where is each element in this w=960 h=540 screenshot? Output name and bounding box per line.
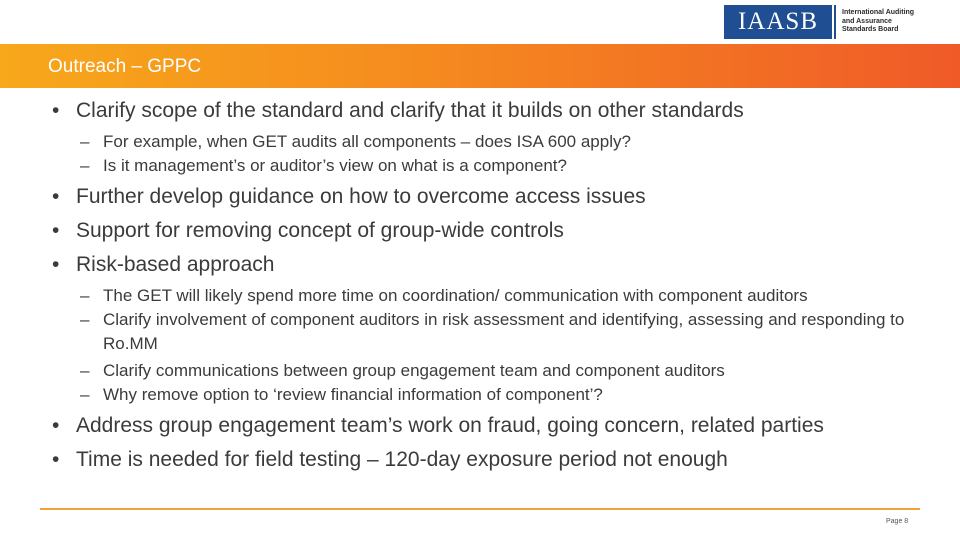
bullet-text: Time is needed for field testing – 120-day exposure period not enough — [76, 448, 728, 471]
sub-bullet-item — [80, 383, 952, 407]
sub-bullet-dash: – — [80, 385, 90, 404]
sub-bullet-item — [80, 154, 952, 178]
bullet-item — [52, 409, 952, 443]
header-band — [0, 44, 960, 88]
sub-bullet-item — [80, 308, 952, 356]
sub-bullet-dash: – — [80, 286, 90, 305]
iaasb-logo — [724, 5, 914, 39]
bullet-text: Risk-based approach — [76, 253, 275, 276]
sub-bullet-dash: – — [80, 156, 90, 175]
logo-fullname — [842, 9, 914, 35]
logo-line-2: and Assurance — [842, 17, 892, 25]
sub-bullet-list — [52, 284, 952, 407]
sub-bullet-dash: – — [80, 132, 90, 151]
bullet-text: Address group engagement team’s work on fraud, going concern, related parties — [76, 414, 824, 437]
bullet-text: Further develop guidance on how to overcome access issues — [76, 185, 646, 208]
sub-bullet-text: Clarify communications between group engagement team and component auditors — [103, 361, 725, 380]
sub-bullet-item — [80, 284, 952, 308]
bullet-text: Support for removing concept of group-wide controls — [76, 219, 564, 242]
bullet-dot: • — [52, 219, 60, 242]
sub-bullet-text: For example, when GET audits all components – does ISA 600 apply? — [103, 132, 631, 151]
logo-divider — [834, 5, 836, 39]
bullet-dot: • — [52, 448, 60, 471]
bullet-item — [52, 214, 952, 248]
slide-content — [52, 94, 952, 477]
sub-bullet-text: The GET will likely spend more time on coordination/ communication with component auditors — [103, 286, 808, 305]
sub-bullet-list — [52, 130, 952, 178]
bullet-dot: • — [52, 414, 60, 437]
sub-bullet-text: Is it management’s or auditor’s view on what is a component? — [103, 156, 567, 175]
bullet-item — [52, 443, 952, 477]
bullet-dot: • — [52, 185, 60, 208]
logo-line-1: International Auditing — [842, 9, 915, 17]
bullet-item — [52, 94, 952, 128]
slide-title: Outreach – GPPC — [48, 56, 202, 77]
sub-bullet-item — [80, 130, 952, 154]
bullet-dot: • — [52, 253, 60, 276]
footer-divider — [40, 508, 920, 510]
logo-abbrev: IAASB — [724, 5, 832, 39]
page-number: Page 8 — [886, 518, 909, 525]
sub-bullet-text: Why remove option to ‘review financial information of component’? — [103, 385, 603, 404]
sub-bullet-dash: – — [80, 310, 90, 329]
sub-bullet-text: Clarify involvement of component auditors in risk assessment and identifying, assessing and responding to Ro.MM — [103, 310, 905, 353]
sub-bullet-item — [80, 359, 952, 383]
bullet-item — [52, 180, 952, 214]
sub-bullet-dash: – — [80, 361, 90, 380]
bullet-item — [52, 248, 952, 282]
bullet-dot: • — [52, 99, 60, 122]
logo-line-3: Standards Board — [842, 26, 899, 34]
bullet-text: Clarify scope of the standard and clarify that it builds on other standards — [76, 99, 744, 122]
